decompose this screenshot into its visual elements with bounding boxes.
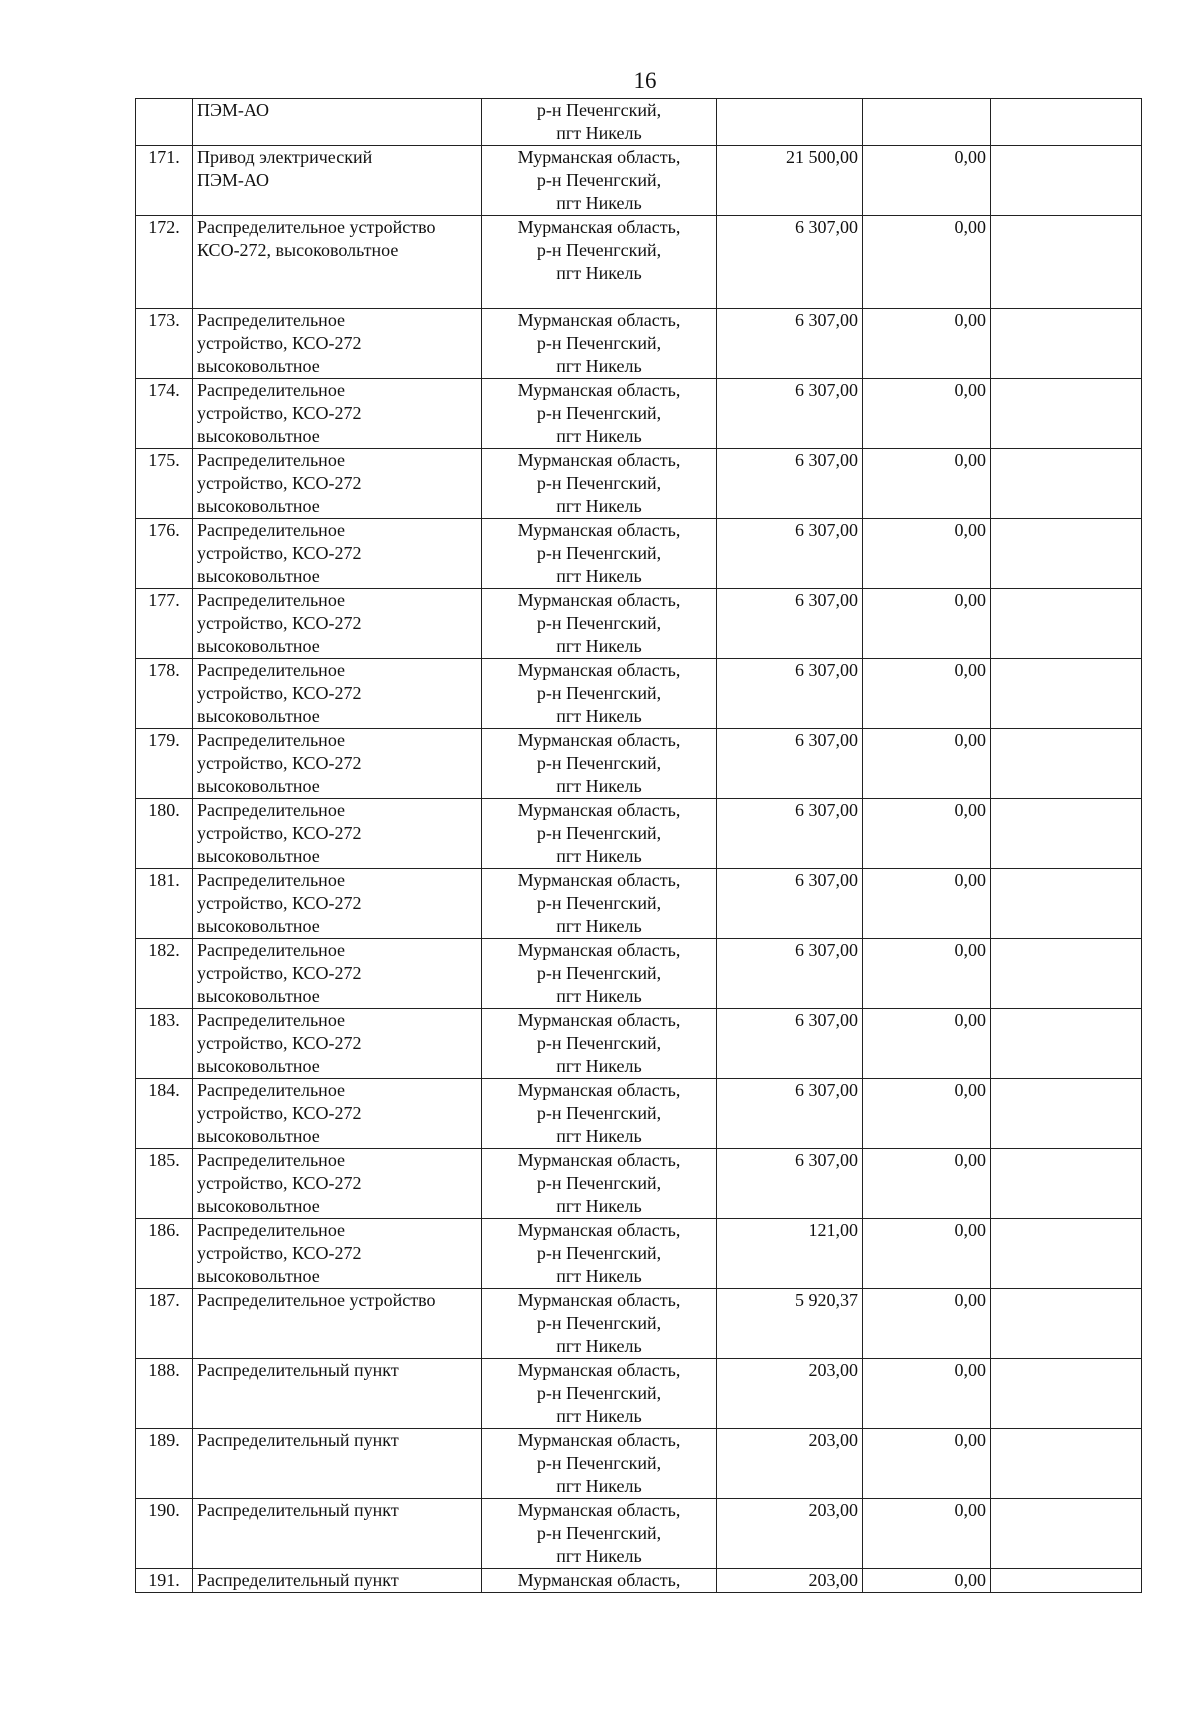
row-number-cell: 191. (136, 1569, 193, 1593)
item-name-cell (193, 1149, 482, 1219)
address-line: пгт Никель (556, 193, 642, 213)
address-cell (482, 1359, 717, 1429)
address-line: Мурманская область, (517, 1430, 681, 1450)
address-line: р-н Печенгский, (536, 333, 662, 353)
value-cell-1: 6 307,00 (717, 729, 863, 799)
item-name-line: высоковольтное (197, 1056, 320, 1076)
address-line: Мурманская область, (517, 660, 681, 680)
value-cell-1: 6 307,00 (717, 659, 863, 729)
item-name-line: устройство, КСО-272 (197, 1033, 362, 1053)
item-name-line: Распределительное (197, 450, 346, 470)
extra-cell (991, 1289, 1142, 1359)
item-name-line: Распределительное (197, 1080, 346, 1100)
item-name-cell (193, 1009, 482, 1079)
item-name-cell (193, 659, 482, 729)
address-line: р-н Печенгский, (536, 403, 662, 423)
extra-cell (991, 449, 1142, 519)
item-name-cell (193, 869, 482, 939)
value-cell-2: 0,00 (863, 729, 991, 799)
item-name-cell (193, 1219, 482, 1289)
address-cell (482, 1569, 717, 1593)
extra-cell (991, 659, 1142, 729)
address-line: пгт Никель (556, 1476, 642, 1496)
address-line: р-н Печенгский, (536, 1523, 662, 1543)
value-cell-2: 0,00 (863, 1289, 991, 1359)
value-cell-2: 0,00 (863, 1079, 991, 1149)
address-cell (482, 216, 717, 309)
row-number-cell: 186. (136, 1219, 193, 1289)
table-row (136, 1289, 1142, 1359)
address-line: Мурманская область, (517, 380, 681, 400)
value-cell-1: 6 307,00 (717, 799, 863, 869)
item-name-line: устройство, КСО-272 (197, 683, 362, 703)
table-row (136, 589, 1142, 659)
item-name-cell (193, 309, 482, 379)
item-name-line: Распределительное устройство (197, 1290, 436, 1310)
item-name-line: Распределительное (197, 870, 346, 890)
table-body (136, 99, 1142, 1593)
address-line: пгт Никель (556, 1406, 642, 1426)
item-name-line: устройство, КСО-272 (197, 893, 362, 913)
value-cell-1: 6 307,00 (717, 1009, 863, 1079)
row-number-cell: 189. (136, 1429, 193, 1499)
item-name-line: Распределительное (197, 660, 346, 680)
address-cell (482, 869, 717, 939)
address-line: р-н Печенгский, (536, 613, 662, 633)
table-row (136, 216, 1142, 309)
address-line: р-н Печенгский, (536, 473, 662, 493)
address-line: пгт Никель (556, 566, 642, 586)
address-line: Мурманская область, (517, 1010, 681, 1030)
value-cell-1: 203,00 (717, 1359, 863, 1429)
item-name-line: высоковольтное (197, 706, 320, 726)
table-row (136, 939, 1142, 1009)
item-name-line: Распределительное (197, 1150, 346, 1170)
address-line: пгт Никель (556, 263, 642, 283)
item-name-line: Распределительное (197, 520, 346, 540)
value-cell-2: 0,00 (863, 659, 991, 729)
table-row (136, 1149, 1142, 1219)
extra-cell (991, 1219, 1142, 1289)
row-number-cell: 178. (136, 659, 193, 729)
address-line: пгт Никель (556, 496, 642, 516)
address-line: пгт Никель (556, 426, 642, 446)
address-line: пгт Никель (556, 1266, 642, 1286)
address-line: пгт Никель (556, 916, 642, 936)
item-name-line: высоковольтное (197, 1196, 320, 1216)
address-cell (482, 1219, 717, 1289)
extra-cell (991, 519, 1142, 589)
property-table (135, 98, 1142, 1593)
extra-cell (991, 869, 1142, 939)
item-name-line: Распределительное (197, 1220, 346, 1240)
address-line: р-н Печенгский, (536, 1243, 662, 1263)
item-name-line: Распределительное (197, 380, 346, 400)
row-number-cell: 183. (136, 1009, 193, 1079)
row-number-cell: 177. (136, 589, 193, 659)
item-name-line: устройство, КСО-272 (197, 753, 362, 773)
table-row (136, 729, 1142, 799)
extra-cell (991, 729, 1142, 799)
table-row (136, 1219, 1142, 1289)
item-name-line: высоковольтное (197, 496, 320, 516)
item-name-line: устройство, КСО-272 (197, 543, 362, 563)
address-line: р-н Печенгский, (536, 893, 662, 913)
address-line: р-н Печенгский, (536, 1453, 662, 1473)
value-cell-2: 0,00 (863, 869, 991, 939)
extra-cell (991, 939, 1142, 1009)
address-line: р-н Печенгский, (536, 683, 662, 703)
address-line: Мурманская область, (517, 730, 681, 750)
extra-cell (991, 1149, 1142, 1219)
value-cell-2: 0,00 (863, 1569, 991, 1593)
table-row (136, 449, 1142, 519)
extra-cell (991, 1499, 1142, 1569)
address-cell (482, 729, 717, 799)
address-line: пгт Никель (556, 776, 642, 796)
item-name-cell (193, 519, 482, 589)
extra-cell (991, 309, 1142, 379)
item-name-cell (193, 146, 482, 216)
address-line: пгт Никель (556, 1056, 642, 1076)
address-cell (482, 519, 717, 589)
row-number-cell: 181. (136, 869, 193, 939)
item-name-line: Распределительное (197, 590, 346, 610)
item-name-cell (193, 216, 482, 309)
row-number-cell: 180. (136, 799, 193, 869)
value-cell-2: 0,00 (863, 1219, 991, 1289)
value-cell-2: 0,00 (863, 519, 991, 589)
row-number-cell: 172. (136, 216, 193, 309)
item-name-cell (193, 729, 482, 799)
address-line: р-н Печенгский, (536, 100, 662, 120)
row-number-cell: 185. (136, 1149, 193, 1219)
address-line: пгт Никель (556, 123, 642, 143)
item-name-line: устройство, КСО-272 (197, 333, 362, 353)
item-name-cell (193, 1079, 482, 1149)
extra-cell (991, 1569, 1142, 1593)
address-line: Мурманская область, (517, 1080, 681, 1100)
value-cell-2 (863, 99, 991, 146)
value-cell-2: 0,00 (863, 449, 991, 519)
address-cell (482, 1499, 717, 1569)
address-cell (482, 1429, 717, 1499)
address-cell (482, 1149, 717, 1219)
table-row (136, 1079, 1142, 1149)
value-cell-2: 0,00 (863, 1149, 991, 1219)
value-cell-1: 203,00 (717, 1499, 863, 1569)
item-name-line: устройство, КСО-272 (197, 613, 362, 633)
item-name-cell (193, 1429, 482, 1499)
value-cell-1: 6 307,00 (717, 589, 863, 659)
row-number-cell: 173. (136, 309, 193, 379)
address-cell (482, 659, 717, 729)
address-line: Мурманская область, (517, 1500, 681, 1520)
value-cell-1: 6 307,00 (717, 309, 863, 379)
address-line: Мурманская область, (517, 1220, 681, 1240)
address-line: р-н Печенгский, (536, 170, 662, 190)
address-line: р-н Печенгский, (536, 1383, 662, 1403)
item-name-line: устройство, КСО-272 (197, 963, 362, 983)
table-row (136, 309, 1142, 379)
address-line: Мурманская область, (517, 590, 681, 610)
value-cell-1: 6 307,00 (717, 1079, 863, 1149)
row-number-cell: 179. (136, 729, 193, 799)
extra-cell (991, 799, 1142, 869)
extra-cell (991, 1359, 1142, 1429)
extra-cell (991, 99, 1142, 146)
item-name-line: высоковольтное (197, 1266, 320, 1286)
value-cell-2: 0,00 (863, 1499, 991, 1569)
extra-cell (991, 1429, 1142, 1499)
address-line: пгт Никель (556, 1336, 642, 1356)
item-name-line: Привод электрический (197, 147, 373, 167)
value-cell-2: 0,00 (863, 939, 991, 1009)
value-cell-2: 0,00 (863, 1009, 991, 1079)
value-cell-1: 6 307,00 (717, 449, 863, 519)
value-cell-1: 203,00 (717, 1569, 863, 1593)
address-line: Мурманская область, (517, 1290, 681, 1310)
value-cell-2: 0,00 (863, 1359, 991, 1429)
extra-cell (991, 1009, 1142, 1079)
item-name-line: Распределительное (197, 800, 346, 820)
row-number-cell: 188. (136, 1359, 193, 1429)
address-line: пгт Никель (556, 356, 642, 376)
address-line: Мурманская область, (517, 800, 681, 820)
value-cell-1 (717, 99, 863, 146)
item-name-line: Распределительное (197, 940, 346, 960)
value-cell-1: 5 920,37 (717, 1289, 863, 1359)
address-line: р-н Печенгский, (536, 823, 662, 843)
item-name-line: устройство, КСО-272 (197, 1173, 362, 1193)
table-row (136, 1569, 1142, 1593)
value-cell-2: 0,00 (863, 146, 991, 216)
value-cell-2: 0,00 (863, 799, 991, 869)
value-cell-1: 203,00 (717, 1429, 863, 1499)
table-row (136, 1009, 1142, 1079)
table-row (136, 1429, 1142, 1499)
address-line: р-н Печенгский, (536, 1173, 662, 1193)
item-name-line: Распределительное устройство (197, 217, 436, 237)
value-cell-2: 0,00 (863, 309, 991, 379)
address-line: пгт Никель (556, 1196, 642, 1216)
extra-cell (991, 146, 1142, 216)
item-name-line: Распределительное (197, 1010, 346, 1030)
address-line: Мурманская область, (517, 870, 681, 890)
address-line: р-н Печенгский, (536, 1103, 662, 1123)
item-name-line: высоковольтное (197, 916, 320, 936)
address-cell (482, 309, 717, 379)
item-name-line: Распределительный пункт (197, 1430, 399, 1450)
item-name-cell (193, 449, 482, 519)
value-cell-1: 6 307,00 (717, 216, 863, 309)
value-cell-1: 6 307,00 (717, 519, 863, 589)
row-number-cell: 174. (136, 379, 193, 449)
address-cell (482, 939, 717, 1009)
item-name-line: высоковольтное (197, 846, 320, 866)
table-row (136, 799, 1142, 869)
address-line: пгт Никель (556, 1546, 642, 1566)
value-cell-1: 121,00 (717, 1219, 863, 1289)
address-cell (482, 1079, 717, 1149)
value-cell-1: 6 307,00 (717, 939, 863, 1009)
address-line: р-н Печенгский, (536, 1033, 662, 1053)
row-number-cell: 175. (136, 449, 193, 519)
item-name-cell (193, 589, 482, 659)
address-cell (482, 589, 717, 659)
table-row (136, 659, 1142, 729)
item-name-cell (193, 939, 482, 1009)
item-name-line: высоковольтное (197, 776, 320, 796)
value-cell-1: 6 307,00 (717, 1149, 863, 1219)
row-number-cell: 184. (136, 1079, 193, 1149)
item-name-line: высоковольтное (197, 986, 320, 1006)
item-name-line: ПЭМ-АО (197, 100, 269, 120)
item-name-line: высоковольтное (197, 636, 320, 656)
item-name-cell (193, 1499, 482, 1569)
item-name-line: устройство, КСО-272 (197, 473, 362, 493)
item-name-line: высоковольтное (197, 426, 320, 446)
item-name-line: устройство, КСО-272 (197, 1243, 362, 1263)
address-cell (482, 1009, 717, 1079)
address-line: Мурманская область, (517, 1570, 681, 1590)
value-cell-1: 21 500,00 (717, 146, 863, 216)
item-name-line: Распределительный пункт (197, 1500, 399, 1520)
table-row (136, 379, 1142, 449)
address-line: р-н Печенгский, (536, 543, 662, 563)
address-line: Мурманская область, (517, 1150, 681, 1170)
item-name-cell (193, 99, 482, 146)
address-line: Мурманская область, (517, 217, 681, 237)
row-number-cell: 190. (136, 1499, 193, 1569)
address-line: пгт Никель (556, 1126, 642, 1146)
item-name-cell (193, 1569, 482, 1593)
item-name-line: устройство, КСО-272 (197, 823, 362, 843)
item-name-line: высоковольтное (197, 566, 320, 586)
address-line: р-н Печенгский, (536, 1313, 662, 1333)
table-row (136, 99, 1142, 146)
address-line: Мурманская область, (517, 310, 681, 330)
value-cell-2: 0,00 (863, 1429, 991, 1499)
address-line: р-н Печенгский, (536, 240, 662, 260)
item-name-line: Распределительный пункт (197, 1570, 399, 1590)
item-name-line: КСО-272, высоковольтное (197, 240, 399, 260)
item-name-line: устройство, КСО-272 (197, 1103, 362, 1123)
address-line: пгт Никель (556, 706, 642, 726)
item-name-cell (193, 1289, 482, 1359)
item-name-line: ПЭМ-АО (197, 170, 269, 190)
item-name-line: устройство, КСО-272 (197, 403, 362, 423)
extra-cell (991, 216, 1142, 309)
row-number-cell (136, 99, 193, 146)
row-number-cell: 171. (136, 146, 193, 216)
address-cell (482, 146, 717, 216)
item-name-cell (193, 379, 482, 449)
item-name-cell (193, 799, 482, 869)
value-cell-1: 6 307,00 (717, 379, 863, 449)
table-row (136, 869, 1142, 939)
extra-cell (991, 1079, 1142, 1149)
address-cell (482, 99, 717, 146)
extra-cell (991, 589, 1142, 659)
table-row (136, 519, 1142, 589)
address-line: пгт Никель (556, 986, 642, 1006)
item-name-line: Распределительное (197, 730, 346, 750)
item-name-line: Распределительный пункт (197, 1360, 399, 1380)
row-number-cell: 182. (136, 939, 193, 1009)
address-line: Мурманская область, (517, 147, 681, 167)
address-cell (482, 449, 717, 519)
table-row (136, 1359, 1142, 1429)
item-name-line: высоковольтное (197, 356, 320, 376)
address-line: Мурманская область, (517, 940, 681, 960)
address-line: р-н Печенгский, (536, 963, 662, 983)
address-line: Мурманская область, (517, 450, 681, 470)
value-cell-2: 0,00 (863, 589, 991, 659)
address-line: Мурманская область, (517, 1360, 681, 1380)
item-name-line: высоковольтное (197, 1126, 320, 1146)
address-line: р-н Печенгский, (536, 753, 662, 773)
extra-cell (991, 379, 1142, 449)
address-line: пгт Никель (556, 636, 642, 656)
address-cell (482, 1289, 717, 1359)
address-line: пгт Никель (556, 846, 642, 866)
item-name-line: Распределительное (197, 310, 346, 330)
value-cell-2: 0,00 (863, 379, 991, 449)
table-row (136, 1499, 1142, 1569)
row-number-cell: 187. (136, 1289, 193, 1359)
value-cell-2: 0,00 (863, 216, 991, 309)
table-row (136, 146, 1142, 216)
address-line: Мурманская область, (517, 520, 681, 540)
address-cell (482, 799, 717, 869)
row-number-cell: 176. (136, 519, 193, 589)
address-cell (482, 379, 717, 449)
page-number: 16 (633, 68, 657, 93)
value-cell-1: 6 307,00 (717, 869, 863, 939)
item-name-cell (193, 1359, 482, 1429)
